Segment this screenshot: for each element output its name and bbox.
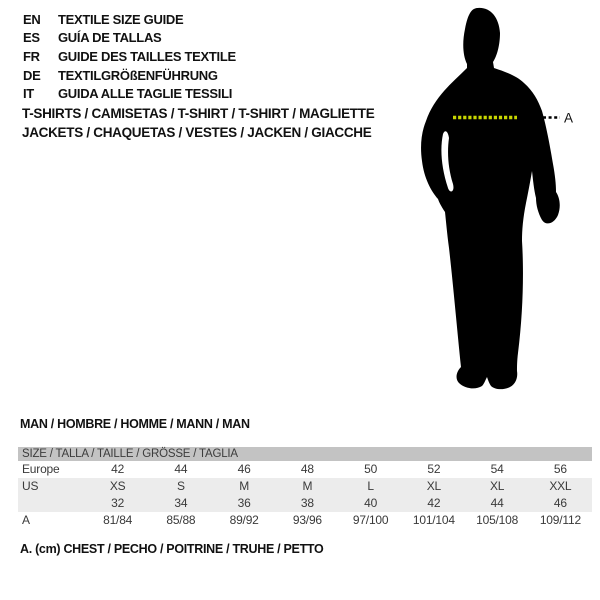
size-cell: XL [426,479,442,493]
size-cell: 93/96 [292,513,322,527]
section-title-man: MAN / HOMBRE / HOMME / MANN / MAN [20,417,250,431]
size-cell: M [239,479,250,493]
lang-row-it [23,84,236,103]
lang-code: EN [23,11,41,27]
size-cell: 81/84 [103,513,133,527]
lang-label: GUIDE DES TAILLES TEXTILE [58,48,236,64]
size-cell: 56 [553,462,567,476]
size-table [18,447,592,529]
lang-row-en [23,10,236,29]
category-block [22,105,374,142]
lang-row-fr [23,47,236,66]
language-list [23,10,236,103]
measurement-figure [410,3,600,398]
lang-row-es [23,29,236,48]
size-cell: 85/88 [166,513,196,527]
lang-label: GUIDA ALLE TAGLIE TESSILI [58,86,233,102]
size-cell: 54 [490,462,504,476]
size-cell: 101/104 [412,513,455,527]
size-cell: 32 [111,496,125,510]
man-silhouette [421,8,560,389]
size-cell: XL [489,479,505,493]
size-cell: 38 [300,496,314,510]
row-label [18,495,86,512]
measure-label-a: A [564,110,574,126]
size-cell: 44 [490,496,504,510]
lang-code: FR [23,48,40,64]
row-label: A [22,513,30,527]
man-silhouette-figure [410,3,600,398]
chest-footnote: A. (cm) CHEST / PECHO / POITRINE / TRUHE / PETTO [20,542,324,556]
lang-code: ES [23,30,40,46]
size-cell: 40 [364,496,378,510]
size-cell: 89/92 [229,513,259,527]
size-cell: 44 [174,462,188,476]
row-label: Europe [22,462,60,476]
size-cell: 42 [427,496,441,510]
lang-code: IT [23,86,34,102]
lang-code: DE [23,67,41,83]
size-cell: 46 [553,496,567,510]
table-row-numeric [18,495,592,512]
size-cell: XXL [549,479,572,493]
category-line-jackets: JACKETS / CHAQUETAS / VESTES / JACKEN / GIACCHE [22,124,372,140]
table-row-chest-a [18,512,592,529]
size-cell: L [367,479,374,493]
size-cell: 42 [111,462,125,476]
row-label: US [22,479,39,493]
size-cell: 48 [300,462,314,476]
size-cell: XS [109,479,126,493]
size-cell: 46 [237,462,251,476]
size-cell: 34 [174,496,188,510]
size-cell: 50 [364,462,378,476]
size-cell: 36 [237,496,251,510]
size-cell: 52 [427,462,441,476]
size-table-header: SIZE / TALLA / TAILLE / GRÖSSE / TAGLIA [18,447,592,461]
lang-label: TEXTILE SIZE GUIDE [58,11,184,27]
size-cell: 109/112 [539,513,581,527]
size-cell: 105/108 [476,513,519,527]
lang-label: TEXTILGRÖßENFÜHRUNG [58,67,218,83]
size-cell: M [302,479,313,493]
lang-row-de [23,66,236,85]
table-row-europe [18,461,592,478]
size-cell: 97/100 [352,513,389,527]
table-row-us [18,478,592,495]
category-line-tshirts: T-SHIRTS / CAMISETAS / T-SHIRT / T-SHIRT / MAGLIETTE [22,106,375,121]
lang-label: GUÍA DE TALLAS [58,30,162,46]
size-cell: S [176,479,185,493]
